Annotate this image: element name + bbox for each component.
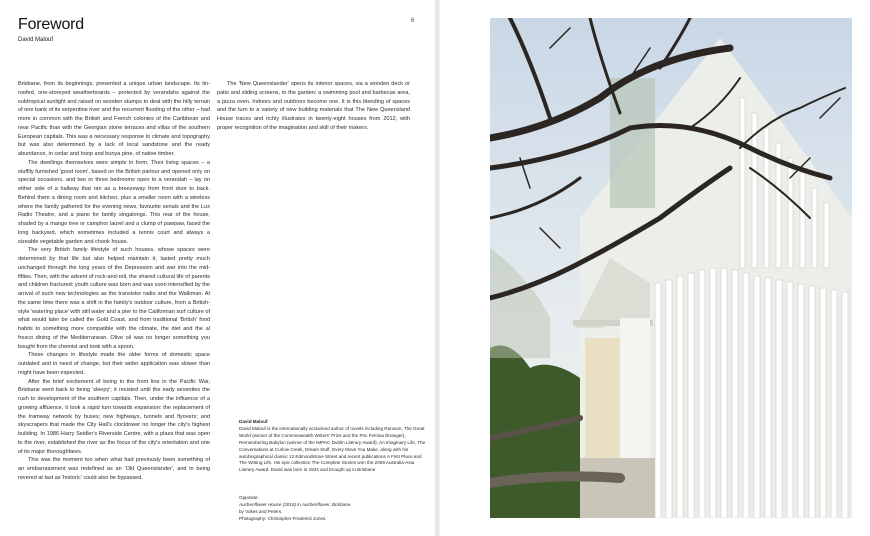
paragraph: The dwellings themselves were simple in form. Their living spaces – a stuffily furnished 'good room', based on the British parlour and opened only on special occasions, and two or three bedrooms open to a verandah – lay on either side of a hallway that ran as a breezeway from front door to back. Behind them a dining room and kitchen, plus a smaller room with a wireless where the family gathered for the evening news, favourite serials and the Lux Radio Theatre, and a piano for family singalongs. This rear of the house, shaded by a mango tree or camphor laurel and a clump of pawpaw, faced the long backyard, which sometimes included a tennis court and always a sizeable vegetable garden and chook house. [18,159,210,245]
caption-credit: Photography: Christopher Frederick Jones. [239,515,327,521]
caption-architect: by Vokes and Peters. [239,508,283,514]
photo-caption [239,495,427,523]
author-bio [239,419,427,474]
paragraph: After the brief excitement of being in the front line in the Pacific War, Brisbane went back to being 'sleepy'; it resisted until the early seventies the rush to development of the southern capitals. Then, under the influence of a growing affluence, it took a rapid turn towards expansion: the replacement of the tramway network by buses; new highways, tunnels and flyovers; and skyscrapers that made the City Hall's clocktower no longer the city's highest building. In 1986 Harry Seidler's Riverside Centre, with a plaza that was open to the river, established the river as the focus of the city's orientation and one of its major thoroughfares. [18,378,210,455]
caption-label: Opposite: [239,495,259,500]
bio-name: David Malouf [239,419,268,424]
paragraph: These changes in lifestyle made the older forms of domestic space outdated and in need of change, but their wider application was slower than might have been expected. [18,352,210,376]
house-photo [490,18,852,518]
paragraph: This was the moment too when what had previously been something of an embarrassment was redefined as an 'Old Queenslander', and in being revered at last as 'historic' could also be bypassed. [18,457,210,481]
foliage [490,346,580,519]
bio-text: David Malouf is the internationally acclaimed author of novels including Ransom, The Great World (winner of the Commonwealth Writers' Prize and the Prix Femina Étranger), Remembering Babylon (winner of the IMPAC Dublin Literary Award), An Imaginary Life, The Conversations at Curlow Creek, Dream Stuff, Every Move You Make, along with his autobiographical classic 12 Edmondstone Street and recent publications A First Place and The Writing Life. His epic collection The Complete Stories won the 2008 Australia-Asia Literary Award. David was born in 1934 and brought up in Brisbane. [239,425,426,473]
body-column-right [217,80,410,133]
author-name: David Malouf [18,37,54,43]
page-title: Foreword [18,16,84,33]
paragraph: The very British family lifestyle of such houses, whose spaces were determined by that life but also helped maintain it, lasted pretty much unchanged through the long years of the Depression and war into the mid-fifties. Then, with the advent of rock-and-roll, the shared cultural life of parents and children fractured; youth culture was born and was soon intensified by the arrival of such new technologies as the transistor radio and the Walkman. At the same time there was a shift in the family's outdoor culture, from a British-style 'watering place' with still water and a pier to the Californian surf culture of what would later be called the Gold Coast, and from traditional 'British' food habits to something more compatible with the climate, the diet and the al fresco dining of the Mediterranean. Olive oil was no longer something you bought from the chemist and took with a spoon. [18,247,210,350]
paragraph: Brisbane, from its beginnings, presented a unique urban landscape. Its tin-roofed, one-storeyed weatherboards – protected by verandahs against the subtropical sunlight and raised on wooden stumps to deal with the hilly terrain of one bank of its serpentine river and the recurrent flooding of the other – had more in common with the British and French colonies of the Caribbean and near Pacific than with the Georgian stone terraces and villas of the southern European capitals. This was a necessary response to climate and topography but was also determined by a lack of local sandstone and the ready abundance, in cedar and hoop and bunya pine, of native timber. [18,81,210,157]
caption-project: Auchenflower House (2016) in Auchenflower, Brisbane, [239,501,352,507]
page-number: 6 [411,18,415,24]
body-column-left [18,80,210,483]
paragraph: The 'New Queenslander' opens its interior spaces, via a wooden deck or patio and sliding screens, to the garden: a swimming pool and barbecue area, a pizza oven. Indoors and outdoors become one. It is this blending of spaces and the turn to a variety of new building materials that The New Queensland House traces and richly illustrates in twenty-eight houses from 2012, with proper recognition of the imagination and skill of their makers. [217,81,410,131]
